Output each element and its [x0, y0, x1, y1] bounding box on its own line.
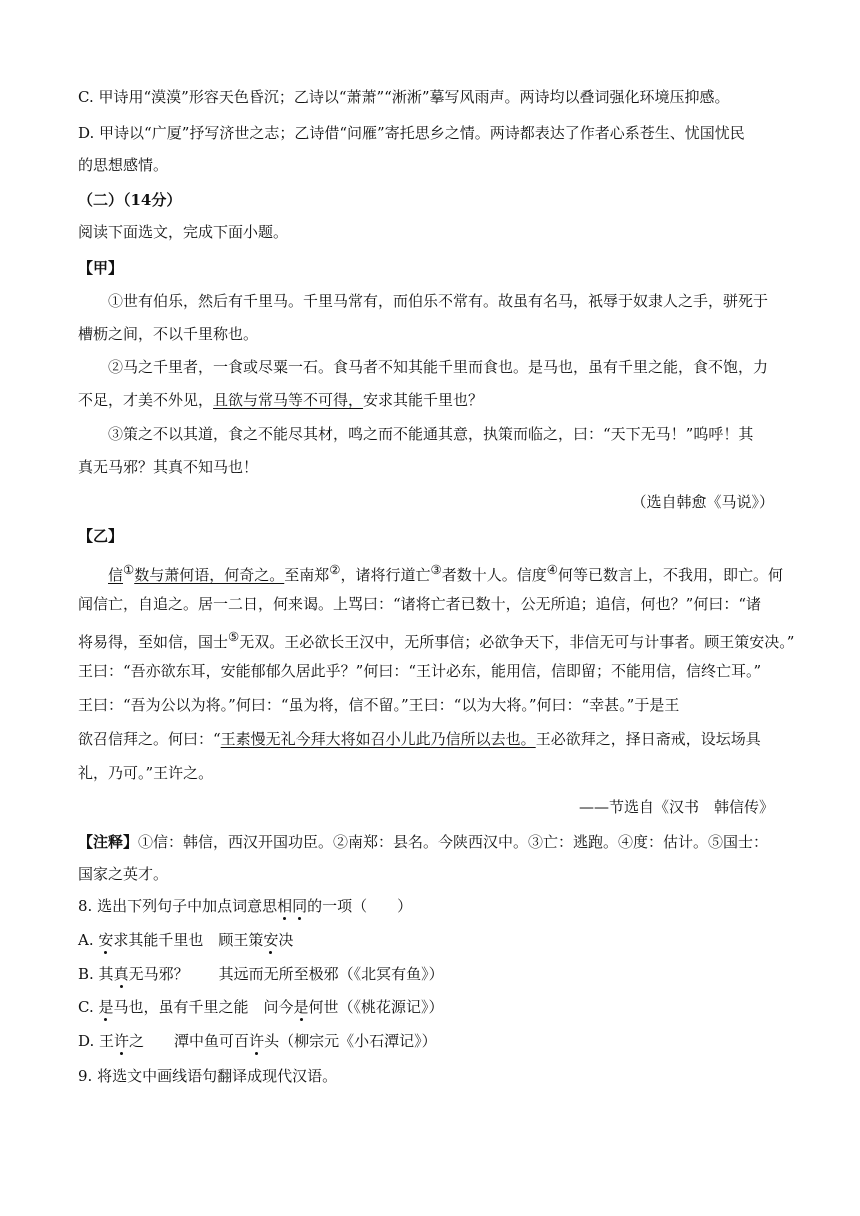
q8-option-c — [78, 997, 444, 1017]
option-d-line2: 的思想感情。 — [78, 156, 169, 174]
option-c: C. 甲诗用“漠漠”形容天色昏沉；乙诗以“萧萧”“淅淅”摹写风雨声。两诗均以叠词强化环境压抑感。 — [78, 88, 730, 106]
q8-text: 头（柳宗元《小石潭记》） — [264, 1032, 437, 1050]
q8-dotted-char: 安 — [263, 931, 279, 949]
q8-option-a — [78, 930, 293, 950]
jia-para2-line1: ②马之千里者，一食或尽粟一石。食马者不知其能千里而食也。是马也，虽有千里之能，食不饱，力 — [108, 358, 769, 376]
yi-line6 — [78, 729, 761, 749]
jia-para1-line2: 槽枥之间，不以千里称也。 — [78, 325, 259, 343]
yi-line7: 礼，乃可。”王许之。 — [78, 764, 214, 782]
notes-text: ①信：韩信，西汉开国功臣。②南郑：县名。今陕西汉中。③亡：逃跑。④度：估计。⑤国士： — [138, 833, 769, 851]
question-8-stem — [78, 896, 412, 916]
note-marker-2: ② — [329, 562, 341, 577]
jia-para2-line2 — [78, 390, 483, 410]
jia-para3-line1: ③策之不以其道，食之不能尽其材，鸣之而不能通其意，执策而临之，曰：“天下无马！”呜呼！其 — [108, 425, 754, 443]
jia-para1-line1: ①世有伯乐，然后有千里马。千里马常有，而伯乐不常有。故虽有名马，祇辱于奴隶人之手，骈死于 — [108, 292, 769, 310]
note-marker-3: ③ — [430, 562, 442, 577]
q8-text: 求其能千里也 顾王策 — [113, 931, 264, 949]
yi-text: 将易得，至如信，国士 — [78, 633, 229, 651]
notes-line2: 国家之英才。 — [78, 865, 169, 883]
yi-line4: 王曰：“吾亦欲东耳，安能郁郁久居此乎？”何曰：“王计必东，能用信，信即留；不能用信，信终亡耳。” — [78, 662, 762, 680]
yi-text: ，诸将行道亡 — [340, 566, 431, 584]
q8-text: 8. 选出下列句子中加点词意思 — [78, 897, 278, 915]
yi-text: 欲召信拜之。何曰：“ — [78, 730, 221, 748]
q8-text: 马也，虽有千里之能 问今 — [113, 998, 294, 1016]
note-marker-4: ④ — [546, 562, 558, 577]
q8-text: 无马邪？ 其远而无所至极邪（《北冥有鱼》） — [128, 965, 444, 983]
q8-dotted-char: 相 — [277, 897, 293, 915]
yi-line5: 王曰：“吾为公以为将。”何曰：“虽为将，信不留。”王曰：“以为大将。”何曰：“幸甚。”于是王 — [78, 696, 680, 714]
yi-line1 — [108, 560, 783, 585]
q8-text: 决 — [278, 931, 294, 949]
q8-dotted-char: 同 — [292, 897, 308, 915]
yi-underlined-sentence-2: 王素慢无礼今拜大将如召小儿此乃信所以去也。 — [220, 730, 536, 748]
jia-para2-text: 不足，才美不外见， — [78, 391, 214, 409]
jia-underlined-sentence: 且欲与常马等不可得， — [213, 391, 364, 409]
yi-line3 — [78, 627, 794, 652]
q8-option-b — [78, 964, 444, 984]
q8-dotted-char: 许 — [114, 1032, 130, 1050]
yi-text: 王必欲拜之，择日斋戒，设坛场具 — [535, 730, 761, 748]
section-heading: （二）（14分） — [78, 191, 182, 209]
q8-dotted-char: 许 — [249, 1032, 265, 1050]
q8-dotted-char: 是 — [98, 998, 114, 1016]
yi-line2: 闻信亡，自追之。居一二日，何来谒。上骂曰：“诸将亡者已数十，公无所追；追信，何也？”何曰：“诸 — [78, 595, 762, 613]
q8-text: D. 王 — [78, 1032, 115, 1050]
yi-text: 者数十人。信度 — [441, 566, 547, 584]
q8-text: 之 潭中鱼可百 — [129, 1032, 250, 1050]
q8-text: 何世（《桃花源记》） — [308, 998, 444, 1016]
jia-para2-text-end: 安求其能千里也？ — [363, 391, 484, 409]
yi-underlined-word: 信 — [108, 566, 124, 584]
q8-text: B. 其 — [78, 965, 114, 983]
q8-dotted-char: 真 — [113, 965, 129, 983]
yi-text: 无双。王必欲长王汉中，无所事信；必欲争天下，非信无可与计事者。顾王策安决。” — [239, 633, 795, 651]
option-d-line1: D. 甲诗以“广厦”抒写济世之志；乙诗借“问雁”寄托思乡之情。两诗都表达了作者心系苍生、忧国忧民 — [78, 124, 745, 142]
q8-text: A. — [78, 931, 99, 949]
note-marker-1: ① — [123, 562, 135, 577]
q8-dotted-char: 是 — [293, 998, 309, 1016]
notes-line1 — [78, 832, 768, 852]
jia-label: 【甲】 — [78, 259, 124, 277]
jia-source: （选自韩愈《马说》） — [631, 493, 774, 511]
jia-para3-line2: 真无马邪？其真不知马也！ — [78, 458, 259, 476]
notes-label: 【注释】 — [78, 833, 139, 851]
question-9-stem: 9. 将选文中画线语句翻译成现代汉语。 — [78, 1067, 338, 1085]
section-instruction: 阅读下面选文，完成下面小题。 — [78, 223, 289, 241]
note-marker-5: ⑤ — [228, 629, 240, 644]
q8-option-d — [78, 1031, 437, 1051]
yi-underlined-sentence-1: 数与萧何语，何奇之。 — [134, 566, 285, 584]
yi-label: 【乙】 — [78, 527, 124, 545]
q8-text: C. — [78, 998, 99, 1016]
q8-text: 的一项（ ） — [307, 897, 413, 915]
yi-text: 至南郑 — [284, 566, 330, 584]
q8-dotted-char: 安 — [98, 931, 114, 949]
yi-text: 何等已数言上，不我用，即亡。何 — [557, 566, 783, 584]
yi-source: ——节选自《汉书 韩信传》 — [578, 798, 774, 816]
